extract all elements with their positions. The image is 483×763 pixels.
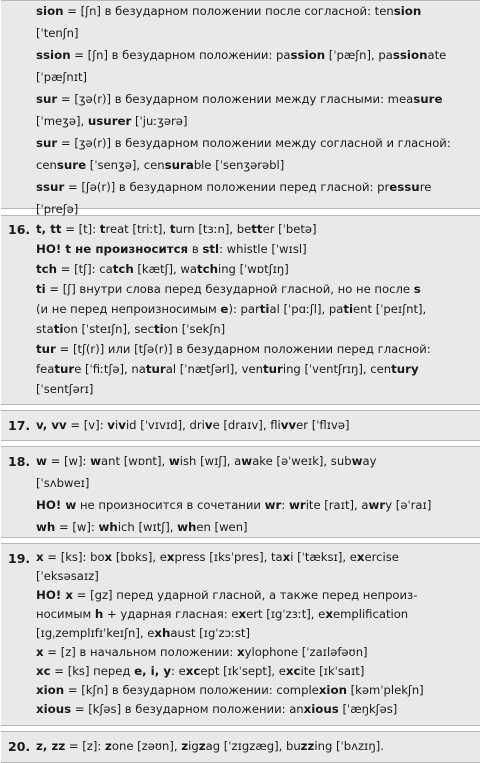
- bold-fragment: essu: [389, 180, 420, 194]
- text-line: [36, 664, 364, 678]
- text-fragment: emplification: [332, 607, 409, 621]
- bold-fragment: v: [107, 418, 115, 432]
- bold-fragment: usurer: [87, 114, 132, 128]
- text-line: [36, 92, 442, 106]
- text-line: [36, 342, 431, 356]
- text-line: [36, 362, 419, 376]
- bold-fragment: v: [118, 418, 126, 432]
- text-fragment: = [z]:: [65, 739, 105, 753]
- bold-fragment: e: [220, 302, 229, 316]
- bold-fragment: v, vv: [36, 418, 67, 432]
- text-fragment: = [gz] перед ударной гласной, а также перед непроиз-: [73, 588, 418, 602]
- bold-fragment: x: [238, 607, 247, 621]
- bold-fragment: xc: [36, 664, 51, 678]
- text-fragment: ert [ɪgˈzɜːt], e: [246, 607, 326, 621]
- text-fragment: :: [281, 498, 289, 512]
- text-fragment: i [ˈtæksɪ], e: [290, 550, 357, 564]
- text-line: [36, 739, 384, 753]
- bold-fragment: e, i, y: [134, 664, 172, 678]
- text-fragment: (и не перед непроизносимым: [36, 302, 221, 316]
- bold-fragment: ti: [153, 322, 164, 336]
- text-fragment: ing [ˈwɒtʃɪŋ]: [217, 262, 289, 276]
- bold-fragment: wr: [264, 498, 282, 512]
- text-fragment: ept [ɪkˈsept], e: [200, 664, 286, 678]
- bold-fragment: xc: [285, 664, 301, 678]
- text-fragment: = [w]:: [46, 454, 91, 468]
- text-line: [36, 26, 79, 40]
- bold-fragment: v: [204, 418, 213, 432]
- bold-fragment: x: [282, 550, 291, 564]
- text-fragment: ): par: [228, 302, 260, 316]
- text-fragment: ay: [362, 454, 377, 468]
- text-line: [36, 222, 317, 236]
- bold-fragment: xious: [303, 702, 339, 716]
- text-fragment: re: [419, 180, 432, 194]
- bold-fragment: ssur: [36, 180, 65, 194]
- text-fragment: al [ˈnætʃərl], ven: [165, 362, 263, 376]
- text-line: [36, 180, 431, 194]
- bold-fragment: НО! w: [36, 498, 77, 512]
- section-number: 19.: [8, 551, 31, 566]
- bold-fragment: wh: [98, 520, 118, 534]
- text-fragment: = [w]:: [55, 520, 99, 534]
- text-fragment: = [ks]: bo: [43, 550, 105, 564]
- text-fragment: + ударная гласная: e: [103, 607, 239, 621]
- text-fragment: [ˈsentʃərɪ]: [36, 382, 94, 396]
- bold-fragment: x: [36, 645, 44, 659]
- text-fragment: = [ʒə(r)] в безударном положении между гласными: mea: [57, 92, 414, 106]
- text-fragment: = [ʒə(r)] в безударном положении между согласной и гласной:: [57, 136, 451, 150]
- text-fragment: = [ʃn] в безударном положении: pa: [70, 48, 291, 62]
- section-number: 20.: [8, 739, 31, 754]
- text-line: [36, 322, 225, 336]
- bold-fragment: tur: [145, 362, 166, 376]
- text-line: [36, 498, 431, 512]
- text-fragment: urn [tɜːn], be: [175, 222, 252, 236]
- text-line: [36, 569, 99, 583]
- text-fragment: [kætʃ], wa: [133, 262, 197, 276]
- bold-fragment: x: [166, 550, 175, 564]
- text-fragment: ylophone [ˈzaɪləfəʊn]: [244, 645, 368, 659]
- text-fragment: er [ˈflɪvə]: [296, 418, 350, 432]
- bold-fragment: wr: [288, 498, 306, 512]
- text-line: [36, 520, 248, 534]
- text-fragment: ag [ˈzɪgzæg], bu: [205, 739, 301, 753]
- text-line: [36, 114, 187, 128]
- bold-fragment: tury: [391, 362, 419, 376]
- bold-fragment: t: [169, 222, 176, 236]
- bold-fragment: sure: [56, 158, 87, 172]
- text-fragment: = [ʃə(r)] в безударном положении перед гласной: pr: [64, 180, 390, 194]
- bold-fragment: w: [90, 454, 102, 468]
- text-fragment: ent [ˈpeɪʃnt],: [353, 302, 427, 316]
- text-fragment: id [ˈvɪvɪd], dri: [125, 418, 205, 432]
- text-fragment: = [t]:: [61, 222, 100, 236]
- bold-fragment: h: [94, 607, 104, 621]
- bold-fragment: sion: [36, 4, 64, 18]
- text-fragment: [ˈæŋkʃəs]: [338, 702, 398, 716]
- text-line: [36, 645, 368, 659]
- bold-fragment: w: [36, 454, 47, 468]
- text-line: [36, 382, 93, 396]
- text-fragment: ing [ˈventʃrɪŋ], cen: [282, 362, 392, 376]
- bold-fragment: w: [168, 454, 180, 468]
- bold-fragment: vv: [280, 418, 297, 432]
- text-line: [36, 262, 289, 276]
- bold-fragment: ti: [36, 282, 46, 296]
- bold-fragment: stl: [202, 242, 220, 256]
- text-line: [36, 476, 89, 490]
- bold-fragment: ssion: [392, 48, 428, 62]
- bold-fragment: sure: [413, 92, 443, 106]
- text-fragment: ing [ˈbʌzɪŋ].: [314, 739, 384, 753]
- text-fragment: [ˈpreʃə]: [36, 202, 79, 216]
- text-fragment: [ˈtenʃn]: [36, 26, 79, 40]
- text-fragment: = [ks] перед: [50, 664, 135, 678]
- text-fragment: ate: [427, 48, 447, 62]
- text-fragment: в: [188, 242, 203, 256]
- text-fragment: cen: [36, 158, 57, 172]
- bold-fragment: xion: [36, 683, 65, 697]
- text-fragment: ant [wɒnt],: [101, 454, 169, 468]
- text-fragment: [ˈsʌbweɪ]: [36, 476, 90, 490]
- text-line: [36, 454, 376, 468]
- bold-fragment: t: [99, 222, 106, 236]
- text-fragment: = [ʃn] в безударном положении после согласной: ten: [63, 4, 394, 18]
- text-line: [36, 683, 424, 697]
- bold-fragment: x: [237, 645, 245, 659]
- bold-fragment: НО! t не произносится: [36, 242, 189, 256]
- bold-fragment: ssion: [290, 48, 326, 62]
- text-fragment: reat [triːt],: [105, 222, 170, 236]
- bold-fragment: ssion: [36, 48, 71, 62]
- text-line: [36, 202, 78, 216]
- bold-fragment: sion: [393, 4, 422, 18]
- bold-fragment: tur: [54, 362, 75, 376]
- text-fragment: on [ˈsteɪʃn], sec: [63, 322, 154, 336]
- text-fragment: : e: [171, 664, 186, 678]
- text-fragment: [ˈjuːʒərə]: [131, 114, 188, 128]
- text-fragment: [ˈsenʒə], cen: [86, 158, 165, 172]
- bold-fragment: tch: [112, 262, 134, 276]
- text-fragment: ish [wɪʃ], a: [179, 454, 242, 468]
- text-fragment: = [tʃ]: ca: [57, 262, 113, 276]
- section-number: 18.: [8, 454, 31, 469]
- bold-fragment: sur: [36, 136, 58, 150]
- text-line: [36, 70, 87, 84]
- text-line: [36, 302, 426, 316]
- text-fragment: [ˈpæʃn], pa: [325, 48, 393, 62]
- text-line: [36, 626, 250, 640]
- bold-fragment: z: [105, 739, 112, 753]
- text-fragment: [ɪgˌzemplɪfɪˈkeɪʃn], e: [36, 626, 155, 640]
- bold-fragment: z: [198, 739, 206, 753]
- bold-fragment: x: [325, 607, 333, 621]
- bold-fragment: ti: [53, 322, 64, 336]
- text-fragment: sta: [36, 322, 54, 336]
- text-line: [36, 48, 446, 62]
- text-fragment: ich [wɪtʃ],: [117, 520, 178, 534]
- bold-fragment: t, tt: [36, 222, 62, 236]
- text-fragment: y [əˈraɪ]: [385, 498, 432, 512]
- bold-fragment: wr: [368, 498, 386, 512]
- section-number: 16.: [8, 222, 31, 237]
- bold-fragment: w: [241, 454, 253, 468]
- text-fragment: [bɒks], e: [112, 550, 167, 564]
- bold-fragment: z, zz: [36, 739, 66, 753]
- text-fragment: = [kʃəs] в безударном положении: an: [71, 702, 304, 716]
- text-fragment: ake [əˈweɪk], sub: [252, 454, 352, 468]
- text-fragment: e [ˈfiːtʃə], na: [74, 362, 146, 376]
- bold-fragment: tt: [251, 222, 263, 236]
- bold-fragment: s: [413, 282, 421, 296]
- bold-fragment: x: [36, 550, 44, 564]
- bold-fragment: ti: [343, 302, 353, 316]
- bold-fragment: wh: [177, 520, 197, 534]
- text-line: [36, 550, 399, 564]
- bold-fragment: xh: [154, 626, 171, 640]
- text-fragment: = [ʃ] внутри слова перед безударной гласной, но не после: [45, 282, 414, 296]
- text-fragment: one [zəʊn],: [111, 739, 182, 753]
- text-fragment: [ˈmeʒə],: [36, 114, 88, 128]
- text-fragment: : whistle [ˈwɪsl]: [219, 242, 307, 256]
- bold-fragment: x: [356, 550, 365, 564]
- text-fragment: ig: [188, 739, 199, 753]
- bold-fragment: xious: [36, 702, 72, 716]
- text-fragment: fea: [36, 362, 55, 376]
- text-fragment: ble [ˈsenʒərəbl]: [193, 158, 285, 172]
- bold-fragment: w: [351, 454, 363, 468]
- text-line: [36, 242, 307, 256]
- bold-fragment: tur: [36, 342, 56, 356]
- text-fragment: ite [ɪkˈsaɪt]: [300, 664, 365, 678]
- text-fragment: er [ˈbetə]: [262, 222, 317, 236]
- text-line: [36, 588, 417, 602]
- bold-fragment: sur: [36, 92, 58, 106]
- text-fragment: e [draɪv], fli: [212, 418, 281, 432]
- text-fragment: носимым: [36, 607, 95, 621]
- text-line: [36, 418, 350, 432]
- text-fragment: = [z] в начальном положении:: [43, 645, 238, 659]
- text-fragment: не произносится в сочетании: [76, 498, 265, 512]
- bold-fragment: xion: [318, 683, 347, 697]
- text-line: [36, 702, 397, 716]
- text-fragment: en [wen]: [196, 520, 248, 534]
- text-fragment: [ˈeksəsaɪz]: [36, 569, 99, 583]
- bold-fragment: tch: [196, 262, 218, 276]
- bold-fragment: tch: [36, 262, 58, 276]
- text-fragment: = [v]:: [66, 418, 108, 432]
- text-fragment: = [tʃ(r)] или [tʃə(r)] в безударном положении перед гласной:: [55, 342, 431, 356]
- bold-fragment: wh: [36, 520, 56, 534]
- section-number: 17.: [8, 418, 31, 433]
- text-fragment: on [ˈsekʃn]: [163, 322, 226, 336]
- bold-fragment: НО! x: [36, 588, 73, 602]
- text-line: [36, 136, 451, 150]
- text-fragment: press [ɪksˈpres], ta: [174, 550, 283, 564]
- bold-fragment: xc: [185, 664, 201, 678]
- bold-fragment: x: [104, 550, 113, 564]
- text-line: [36, 158, 284, 172]
- text-fragment: [ˈpæʃnɪt]: [36, 70, 88, 84]
- text-line: [36, 4, 421, 18]
- text-line: [36, 607, 408, 621]
- text-fragment: al [ˈpɑːʃl], pa: [269, 302, 344, 316]
- bold-fragment: z: [181, 739, 189, 753]
- bold-fragment: sura: [164, 158, 194, 172]
- text-fragment: ite [raɪt], a: [305, 498, 369, 512]
- bold-fragment: ti: [259, 302, 270, 316]
- bold-fragment: tur: [262, 362, 283, 376]
- text-fragment: ercise: [364, 550, 399, 564]
- bold-fragment: zz: [300, 739, 315, 753]
- text-fragment: [kəmˈplekʃn]: [346, 683, 424, 697]
- text-fragment: i: [115, 418, 119, 432]
- text-fragment: aust [ɪgˈzɔːst]: [170, 626, 250, 640]
- text-line: [36, 282, 421, 296]
- text-fragment: = [kʃn] в безударном положении: comple: [64, 683, 319, 697]
